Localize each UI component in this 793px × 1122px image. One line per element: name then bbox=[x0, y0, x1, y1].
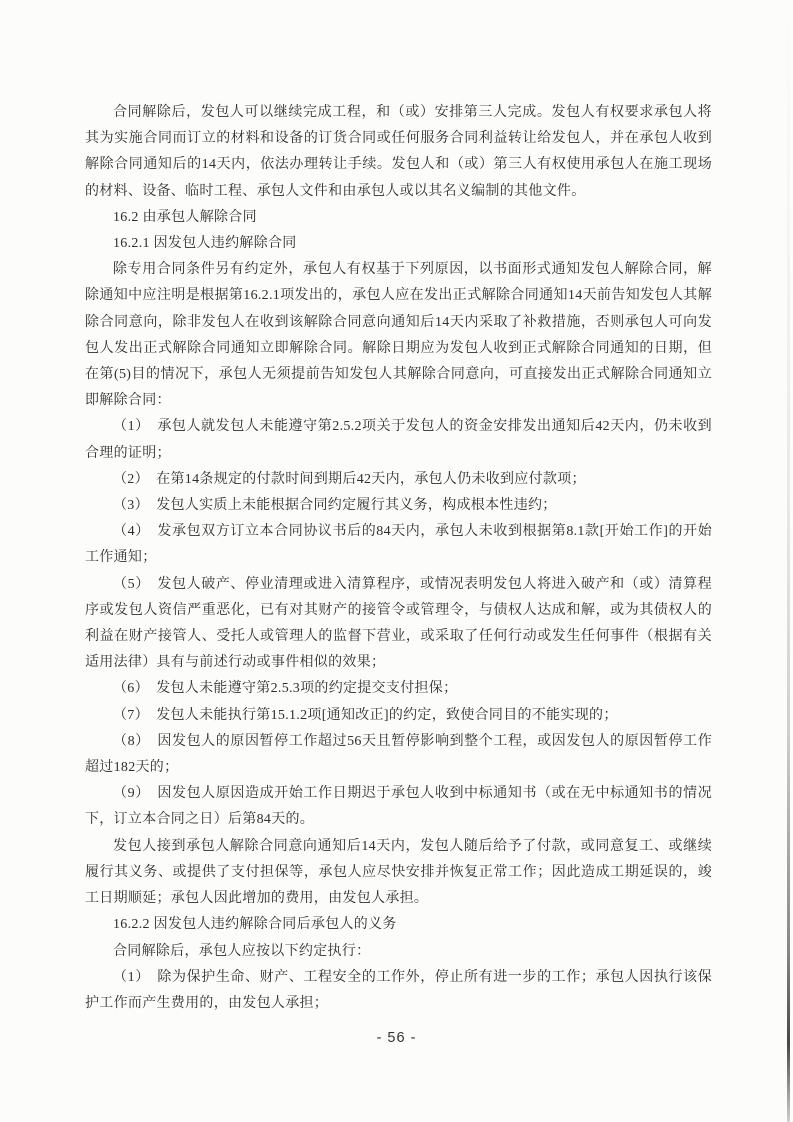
scan-edge-artifact bbox=[787, 0, 790, 1122]
para-obligations-intro: 合同解除后，承包人应按以下约定执行： bbox=[113, 943, 371, 959]
page-number: - 56 - bbox=[376, 1030, 417, 1046]
heading-16-2: 16.2 由承包人解除合同 bbox=[113, 209, 257, 225]
item-8: （8） 因发包人的原因暂停工作超过56天且暂停影响到整个工程，或因发包人的原因暂停工作超过182天的； bbox=[85, 733, 712, 776]
para-termination-by-contractor-intro: 除专用合同条件另有约定外，承包人有权基于下列原因，以书面形式通知发包人解除合同，解除通知中应注明是根据第16.2.1项发出的，承包人应在发出正式解除合同通知14天前告知发包人其解除合同意向，除非发包人在收到该解除合同意向通知后14天内采取了补救措施，否则承包人可向发包人发出正式解除合同通知立即解除合同。解除日期应为发包人收到正式解除合同通知的日期，但在第(5)目的情况下，承包人无须提前告知发包人其解除合同意向，可直接发出正式解除合同通知立即解除合同： bbox=[85, 262, 712, 409]
item-9: （9） 因发包人原因造成开始工作日期迟于承包人收到中标通知书（或在无中标通知书的情况下，订立本合同之日）后第84天的。 bbox=[85, 786, 712, 828]
contract-text bbox=[85, 100, 712, 1017]
para-termination-consequences: 合同解除后，发包人可以继续完成工程，和（或）安排第三人完成。发包人有权要求承包人将其为实施合同而订立的材料和设备的订货合同或任何服务合同利益转让给发包人，并在承包人收到解除合同通知后的14天内，依法办理转让手续。发包人和（或）第三人有权使用承包人在施工现场的材料、设备、临时工程、承包人文件和由承包人或以其名义编制的其他文件。 bbox=[85, 105, 712, 199]
item-1: （1） 承包人就发包人未能遵守第2.5.2项关于发包人的资金安排发出通知后42天内，仍未收到合理的证明； bbox=[85, 419, 712, 461]
heading-16-2-2: 16.2.2 因发包人违约解除合同后承包人的义务 bbox=[113, 917, 397, 933]
item-2: （2） 在第14条规定的付款时间到期后42天内，承包人仍未收到应付款项； bbox=[113, 471, 586, 487]
item-5: （5） 发包人破产、停业清理或进入清算程序，或情况表明发包人将进入破产和（或）清算程序或发包人资信严重恶化，已有对其财产的接管令或管理令，与债权人达成和解，或为其债权人的利益在财产接管人、受托人或管理人的监督下营业，或采取了任何行动或发生任何事件（根据有关适用法律）具有与前述行动或事件相似的效果； bbox=[85, 576, 712, 671]
item-7: （7） 发包人未能执行第15.1.2项[通知改正]的约定，致使合同目的不能实现的； bbox=[113, 707, 618, 723]
item-3: （3） 发包人实质上未能根据合同约定履行其义务，构成根本性违约； bbox=[113, 498, 557, 514]
item-6: （6） 发包人未能遵守第2.5.3项的约定提交支付担保； bbox=[113, 681, 458, 697]
para-employer-remedy-after-notice: 发包人接到承包人解除合同意向通知后14天内，发包人随后给予了付款，或同意复工、或继续履行其义务、或提供了支付担保等，承包人应尽快安排并恢复正常工作；因此造成工期延误的，竣工日期顺延；承包人因此增加的费用，由发包人承担。 bbox=[85, 838, 712, 907]
item-4: （4） 发承包双方订立本合同协议书后的84天内，承包人未收到根据第8.1款[开始工作]的开始工作通知； bbox=[85, 524, 712, 566]
heading-16-2-1: 16.2.1 因发包人违约解除合同 bbox=[113, 236, 297, 252]
obligation-item-1: （1） 除为保护生命、财产、工程安全的工作外，停止所有进一步的工作；承包人因执行该保护工作而产生费用的，由发包人承担； bbox=[85, 969, 712, 1011]
